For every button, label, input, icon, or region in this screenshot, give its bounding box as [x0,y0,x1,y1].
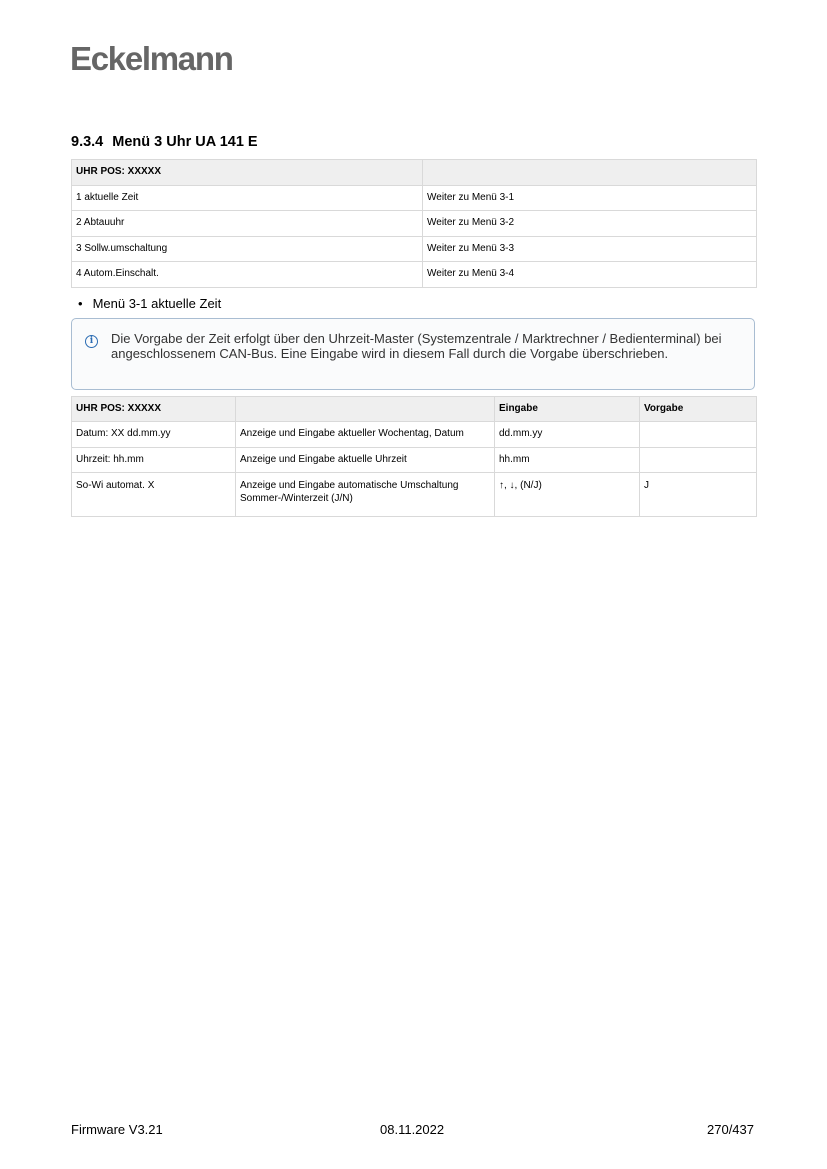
table-cell: ↑, ↓, (N/J) [495,473,640,517]
table-cell: Anzeige und Eingabe aktuelle Uhrzeit [236,447,495,473]
bullet-symbol: • [78,296,83,311]
table-row [72,473,757,517]
table-cell: 3 Sollw.umschaltung [72,236,423,262]
table-header-row [72,397,757,422]
table-cell: 4 Autom.Einschalt. [72,262,423,288]
bullet-item [78,296,221,311]
table-cell: Weiter zu Menü 3-1 [423,185,757,211]
table-header-row [72,160,757,186]
table-cell: Weiter zu Menü 3-3 [423,236,757,262]
info-note [71,318,755,390]
section-heading [71,134,258,150]
table-row [72,185,757,211]
table-cell: Anzeige und Eingabe automatische Umschaltung Sommer-/Winterzeit (J/N) [236,473,495,517]
table-row [72,236,757,262]
table-cell [640,447,757,473]
header-cell: Vorgabe [640,397,757,422]
info-note-text: Die Vorgabe der Zeit erfolgt über den Uhrzeit-Master (Systemzentrale / Marktrechner / Bedienterminal) bei angeschlossenem CAN-Bus. Eine Eingabe wird in diesem Fall durch die Vorgabe überschrieben. [111,331,722,361]
table-cell: 2 Abtauuhr [72,211,423,237]
footer-page-number: 270/437 [707,1122,754,1137]
table-cell: So-Wi automat. X [72,473,236,517]
table-cell [640,422,757,448]
company-logo: Eckelmann [70,40,233,77]
footer-date: 08.11.2022 [380,1122,445,1137]
table-row [72,211,757,237]
table-row [72,422,757,448]
header-cell [423,160,757,186]
header-cell: Eingabe [495,397,640,422]
table-cell: dd.mm.yy [495,422,640,448]
section-number: 9.3.4 [71,134,104,150]
table-row [72,447,757,473]
table-cell: 1 aktuelle Zeit [72,185,423,211]
table-cell: J [640,473,757,517]
table-cell: Weiter zu Menü 3-4 [423,262,757,288]
bullet-text: Menü 3-1 aktuelle Zeit [92,296,222,311]
header-cell [236,397,495,422]
table-cell: Weiter zu Menü 3-2 [423,211,757,237]
table-cell: Anzeige und Eingabe aktueller Wochentag, Datum [236,422,495,448]
header-cell: UHR POS: XXXXX [72,397,236,422]
table-cell: Datum: XX dd.mm.yy [72,422,236,448]
header-cell: UHR POS: XXXXX [72,160,423,186]
info-icon: i [85,335,98,348]
footer-firmware: Firmware V3.21 [71,1122,163,1137]
menu-table [71,159,757,288]
table-row [72,262,757,288]
section-title: Menü 3 Uhr UA 141 E [112,134,258,150]
time-table [71,396,757,517]
table-cell: Uhrzeit: hh.mm [72,447,236,473]
table-cell: hh.mm [495,447,640,473]
